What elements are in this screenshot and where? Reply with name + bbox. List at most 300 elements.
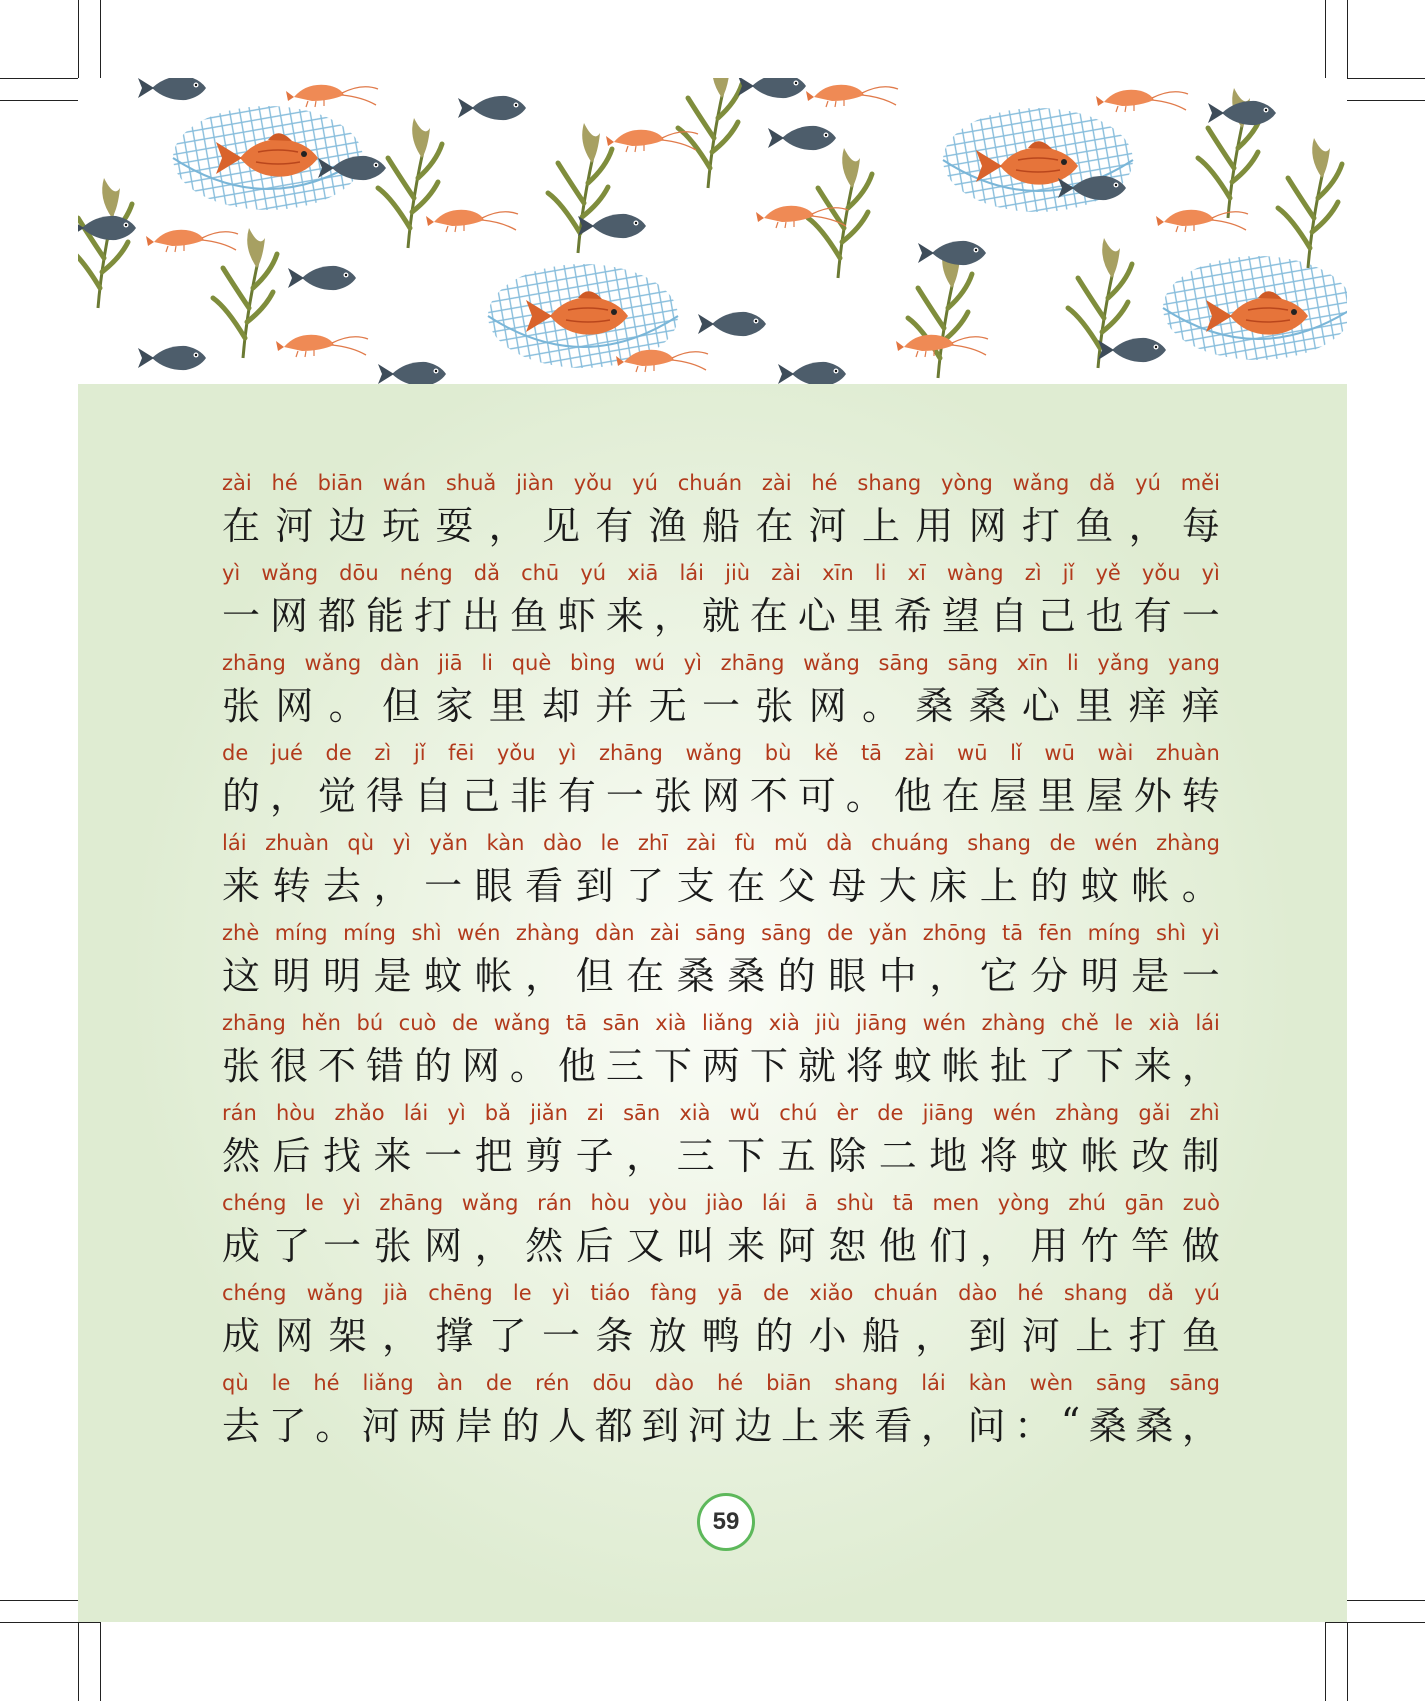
- pinyin-syllable: hěn: [301, 1011, 341, 1035]
- pinyin-syllable: lái: [679, 561, 705, 585]
- pinyin-syllable: yì: [683, 651, 702, 675]
- crop-mark: [1347, 0, 1348, 78]
- hanzi-char: 痒: [1128, 683, 1167, 728]
- pinyin-syllable: yòu: [648, 1191, 688, 1215]
- hanzi-char: ，: [381, 1313, 420, 1358]
- pinyin-syllable: jiǎn: [530, 1101, 568, 1125]
- hanzi-char: 屋: [989, 773, 1028, 818]
- hanzi-char: 望: [941, 593, 980, 638]
- pinyin-syllable: de: [485, 1371, 513, 1395]
- hanzi-char: 条: [595, 1313, 634, 1358]
- crop-mark: [1347, 1600, 1425, 1601]
- pinyin-syllable: xī: [907, 561, 926, 585]
- pinyin-syllable: yǎn: [868, 921, 908, 945]
- hanzi-char: ，: [626, 1133, 665, 1178]
- hanzi-char: 张: [653, 773, 692, 818]
- hanzi-char: 网: [275, 1313, 314, 1358]
- pinyin-syllable: dàn: [379, 651, 420, 675]
- hanzi-char: 自: [989, 593, 1028, 638]
- pinyin-syllable: li: [481, 651, 494, 675]
- hanzi-char: 五: [777, 1133, 816, 1178]
- hanzi-char: 都: [317, 593, 356, 638]
- pinyin-row: [222, 1275, 1220, 1305]
- pinyin-syllable: zhuàn: [265, 831, 329, 855]
- pinyin-syllable: wǎng: [261, 561, 319, 585]
- pinyin-syllable: yì: [1201, 921, 1220, 945]
- hanzi-char: 心: [797, 593, 836, 638]
- pinyin-syllable: měi: [1180, 471, 1220, 495]
- pinyin-syllable: fàng: [650, 1281, 698, 1305]
- pinyin-syllable: fēi: [448, 741, 475, 765]
- hanzi-char: 帐: [1080, 1133, 1119, 1178]
- hanzi-char: 一: [424, 1133, 463, 1178]
- hanzi-char: 里: [488, 683, 527, 728]
- hanzi-char: 的: [777, 953, 816, 998]
- pinyin-syllable: xiǎo: [809, 1281, 854, 1305]
- pinyin-row: [222, 645, 1220, 675]
- pinyin-syllable: yì: [1201, 561, 1220, 585]
- hanzi-char: 竹: [1080, 1223, 1119, 1268]
- hanzi-row: [222, 947, 1220, 997]
- pinyin-syllable: yǒu: [1141, 561, 1181, 585]
- pinyin-syllable: yì: [222, 561, 241, 585]
- pinyin-syllable: zài: [904, 741, 935, 765]
- hanzi-char: 又: [626, 1223, 665, 1268]
- pinyin-syllable: yú: [632, 471, 658, 495]
- hanzi-char: 两: [701, 1043, 740, 1088]
- pinyin-syllable: hé: [1017, 1281, 1044, 1305]
- pinyin-syllable: rán: [537, 1191, 572, 1215]
- pinyin-syllable: jiàn: [516, 471, 554, 495]
- hanzi-char: 三: [676, 1133, 715, 1178]
- hanzi-char: 就: [701, 593, 740, 638]
- pinyin-syllable: jiù: [815, 1011, 841, 1035]
- pinyin-syllable: yì: [392, 831, 411, 855]
- pinyin-syllable: dào: [654, 1371, 694, 1395]
- pinyin-syllable: qù: [347, 831, 375, 855]
- pinyin-syllable: zài: [771, 561, 801, 585]
- hanzi-char: 两: [408, 1403, 447, 1448]
- hanzi-char: 了: [626, 863, 665, 908]
- hanzi-char: 他: [893, 773, 932, 818]
- hanzi-char: 不: [749, 773, 788, 818]
- pinyin-syllable: yì: [558, 741, 577, 765]
- pinyin-row: [222, 735, 1220, 765]
- pinyin-syllable: biān: [317, 471, 363, 495]
- pinyin-syllable: jiù: [725, 561, 751, 585]
- pinyin-syllable: dǎ: [1089, 471, 1116, 495]
- hanzi-char: 的: [501, 1403, 540, 1448]
- pinyin-syllable: sān: [602, 1011, 640, 1035]
- decorative-banner: [78, 78, 1347, 384]
- hanzi-char: 一: [424, 863, 463, 908]
- hanzi-char: 然: [525, 1223, 564, 1268]
- hanzi-char: 耍: [435, 503, 474, 548]
- hanzi-char: 网: [701, 773, 740, 818]
- hanzi-char: 有: [595, 503, 634, 548]
- hanzi-row: [222, 1037, 1220, 1087]
- hanzi-char: 网: [269, 593, 308, 638]
- pinyin-row: [222, 1365, 1220, 1395]
- pinyin-syllable: de: [325, 741, 352, 765]
- hanzi-char: 张: [373, 1223, 412, 1268]
- pinyin-syllable: liǎng: [362, 1371, 414, 1395]
- hanzi-char: 一: [323, 1223, 362, 1268]
- hanzi-char: 阿: [777, 1223, 816, 1268]
- pinyin-syllable: xīn: [1016, 651, 1049, 675]
- hanzi-char: ，: [488, 503, 527, 548]
- pinyin-syllable: jué: [270, 741, 303, 765]
- hanzi-char: ，: [525, 953, 564, 998]
- hanzi-char: 里: [845, 593, 884, 638]
- hanzi-row: [222, 497, 1220, 547]
- pinyin-syllable: biān: [766, 1371, 812, 1395]
- hanzi-char: 在: [941, 773, 980, 818]
- pinyin-syllable: zhè: [222, 921, 260, 945]
- hanzi-char: 蚊: [424, 953, 463, 998]
- pinyin-syllable: wǎng: [493, 1011, 551, 1035]
- pinyin-syllable: yú: [1135, 471, 1161, 495]
- pinyin-syllable: wén: [992, 1101, 1037, 1125]
- hanzi-char: 河: [687, 1403, 726, 1448]
- pinyin-syllable: zhāng: [599, 741, 663, 765]
- hanzi-char: 除: [828, 1133, 867, 1178]
- pinyin-syllable: zhì: [1189, 1101, 1220, 1125]
- hanzi-char: 有: [557, 773, 596, 818]
- hanzi-char: 去: [222, 1403, 261, 1448]
- hanzi-char: 下: [653, 1043, 692, 1088]
- hanzi-char: 帐: [1131, 863, 1170, 908]
- hanzi-char: 己: [1037, 593, 1076, 638]
- pinyin-syllable: yòng: [940, 471, 993, 495]
- hanzi-char: 痒: [1181, 683, 1220, 728]
- hanzi-char: ，: [1128, 503, 1167, 548]
- hanzi-char: 了: [488, 1313, 527, 1358]
- pinyin-syllable: zhī: [637, 831, 668, 855]
- crop-mark: [0, 100, 78, 101]
- pinyin-syllable: shì: [411, 921, 442, 945]
- hanzi-char: 一: [541, 1313, 580, 1358]
- hanzi-char: 中: [878, 953, 917, 998]
- crop-mark: [1347, 100, 1425, 101]
- pinyin-syllable: zhāng: [222, 1011, 286, 1035]
- pinyin-row: [222, 1095, 1220, 1125]
- pinyin-syllable: sāng: [1096, 1371, 1147, 1395]
- pinyin-syllable: míng: [1087, 921, 1141, 945]
- hanzi-char: 网: [461, 1043, 500, 1088]
- pinyin-syllable: lái: [761, 1191, 787, 1215]
- pinyin-syllable: zhāng: [379, 1191, 444, 1215]
- hanzi-char: 己: [461, 773, 500, 818]
- pinyin-syllable: chě: [1061, 1011, 1099, 1035]
- pinyin-syllable: chuáng: [870, 831, 949, 855]
- hanzi-char: 有: [1133, 593, 1172, 638]
- hanzi-char: 可: [797, 773, 836, 818]
- hanzi-char: 河: [275, 503, 314, 548]
- hanzi-char: 母: [828, 863, 867, 908]
- hanzi-char: 帐: [941, 1043, 980, 1088]
- pinyin-syllable: wǎng: [306, 1281, 364, 1305]
- hanzi-char: 小: [808, 1313, 847, 1358]
- pinyin-syllable: lái: [1195, 1011, 1220, 1035]
- pinyin-syllable: fēn: [1038, 921, 1073, 945]
- hanzi-char: 转: [272, 863, 311, 908]
- hanzi-char: 都: [594, 1403, 633, 1448]
- pinyin-syllable: èr: [836, 1101, 859, 1125]
- pinyin-syllable: men: [932, 1191, 980, 1215]
- pinyin-syllable: wàng: [946, 561, 1004, 585]
- hanzi-char: 在: [626, 953, 665, 998]
- hanzi-char: 边: [734, 1403, 773, 1448]
- hanzi-char: 他: [878, 1223, 917, 1268]
- pinyin-syllable: zài: [650, 921, 680, 945]
- hanzi-char: 眼: [474, 863, 513, 908]
- pinyin-syllable: jǐ: [413, 741, 426, 765]
- pinyin-syllable: zì: [374, 741, 392, 765]
- hanzi-char: 在: [755, 503, 794, 548]
- pinyin-syllable: jià: [383, 1281, 409, 1305]
- hanzi-char: 心: [1021, 683, 1060, 728]
- hanzi-char: 的: [755, 1313, 794, 1358]
- hanzi-char: 但: [575, 953, 614, 998]
- hanzi-row: [222, 1307, 1220, 1357]
- hanzi-char: 支: [676, 863, 715, 908]
- hanzi-char: ：: [1014, 1403, 1053, 1448]
- hanzi-char: 。: [328, 683, 367, 728]
- pinyin-syllable: sāng: [1169, 1371, 1220, 1395]
- hanzi-row: [222, 857, 1220, 907]
- pinyin-syllable: sāng: [878, 651, 929, 675]
- pinyin-syllable: rán: [222, 1101, 257, 1125]
- pinyin-syllable: àn: [436, 1371, 463, 1395]
- hanzi-char: 叫: [676, 1223, 715, 1268]
- pinyin-syllable: mǔ: [773, 831, 808, 855]
- pinyin-syllable: xià: [1148, 1011, 1180, 1035]
- pinyin-syllable: chū: [521, 561, 560, 585]
- pinyin-syllable: kàn: [968, 1371, 1007, 1395]
- hanzi-char: 河: [808, 503, 847, 548]
- hanzi-char: 非: [509, 773, 548, 818]
- hanzi-char: 架: [328, 1313, 367, 1358]
- hanzi-char: 一: [1181, 953, 1220, 998]
- hanzi-char: 来: [1133, 1043, 1172, 1088]
- hanzi-char: 张: [222, 683, 261, 728]
- pinyin-syllable: bù: [764, 741, 792, 765]
- hanzi-char: 屋: [1085, 773, 1124, 818]
- pinyin-syllable: de: [222, 741, 249, 765]
- hanzi-char: 扯: [989, 1043, 1028, 1088]
- hanzi-row: [222, 1127, 1220, 1177]
- hanzi-char: 上: [781, 1403, 820, 1448]
- hanzi-char: 渔: [648, 503, 687, 548]
- pinyin-syllable: hé: [313, 1371, 340, 1395]
- hanzi-char: 张: [222, 1043, 261, 1088]
- crop-mark: [78, 0, 79, 78]
- pinyin-syllable: wǎng: [803, 651, 860, 675]
- hanzi-char: 鱼: [509, 593, 548, 638]
- pinyin-syllable: jiào: [705, 1191, 744, 1215]
- hanzi-char: 去: [323, 863, 362, 908]
- hanzi-char: 大: [878, 863, 917, 908]
- pinyin-syllable: chuán: [677, 471, 743, 495]
- pinyin-syllable: le: [512, 1281, 532, 1305]
- pinyin-syllable: zhàng: [981, 1011, 1046, 1035]
- pinyin-syllable: hé: [271, 471, 298, 495]
- hanzi-char: 父: [777, 863, 816, 908]
- pinyin-syllable: zài: [222, 471, 252, 495]
- hanzi-char: 错: [365, 1043, 404, 1088]
- hanzi-char: 网: [424, 1223, 463, 1268]
- pinyin-syllable: dào: [958, 1281, 998, 1305]
- pinyin-syllable: de: [762, 1281, 790, 1305]
- pinyin-syllable: sān: [623, 1101, 661, 1125]
- hanzi-char: 恕: [828, 1223, 867, 1268]
- hanzi-char: 三: [605, 1043, 644, 1088]
- hanzi-char: ，: [474, 1223, 513, 1268]
- hanzi-char: 鸭: [701, 1313, 740, 1358]
- hanzi-char: ，: [1181, 1043, 1220, 1088]
- hanzi-row: [222, 587, 1220, 637]
- hanzi-char: 明: [272, 953, 311, 998]
- hanzi-char: 无: [648, 683, 687, 728]
- pinyin-syllable: wú: [634, 651, 665, 675]
- pinyin-syllable: dōu: [592, 1371, 632, 1395]
- hanzi-char: 来: [727, 1223, 766, 1268]
- hanzi-char: 鱼: [1181, 1313, 1220, 1358]
- pinyin-syllable: lái: [921, 1371, 946, 1395]
- hanzi-char: 然: [222, 1133, 261, 1178]
- hanzi-char: 出: [461, 593, 500, 638]
- hanzi-char: ，: [979, 1223, 1018, 1268]
- pinyin-syllable: dǎ: [473, 561, 500, 585]
- hanzi-char: 桑: [968, 683, 1007, 728]
- hanzi-char: 却: [541, 683, 580, 728]
- pinyin-row: [222, 1185, 1220, 1215]
- pinyin-syllable: rén: [535, 1371, 570, 1395]
- pinyin-syllable: wén: [1094, 831, 1138, 855]
- pinyin-syllable: de: [827, 921, 854, 945]
- pinyin-syllable: hé: [716, 1371, 744, 1395]
- pinyin-syllable: yì: [447, 1101, 466, 1125]
- hanzi-char: 这: [222, 953, 261, 998]
- pinyin-syllable: yì: [551, 1281, 571, 1305]
- hanzi-char: 张: [755, 683, 794, 728]
- hanzi-char: 下: [1085, 1043, 1124, 1088]
- hanzi-char: 在: [727, 863, 766, 908]
- pinyin-syllable: míng: [343, 921, 397, 945]
- pinyin-syllable: tā: [892, 1191, 914, 1215]
- hanzi-char: 桑: [915, 683, 954, 728]
- hanzi-char: 将: [979, 1133, 1018, 1178]
- hanzi-char: 船: [861, 1313, 900, 1358]
- pinyin-syllable: xiā: [627, 561, 659, 585]
- hanzi-char: 在: [222, 503, 261, 548]
- hanzi-char: 来: [222, 863, 261, 908]
- pinyin-syllable: cuò: [398, 1011, 437, 1035]
- hanzi-char: 并: [595, 683, 634, 728]
- hanzi-char: 上: [979, 863, 1018, 908]
- pinyin-syllable: shù: [836, 1191, 875, 1215]
- pinyin-syllable: yǒu: [573, 471, 613, 495]
- hanzi-char: 来: [373, 1133, 412, 1178]
- pinyin-syllable: chéng: [222, 1281, 287, 1305]
- hanzi-char: 上: [861, 503, 900, 548]
- pinyin-syllable: gān: [1124, 1191, 1165, 1215]
- hanzi-char: 船: [701, 503, 740, 548]
- hanzi-char: 蚊: [1080, 863, 1119, 908]
- hanzi-char: 地: [929, 1133, 968, 1178]
- hanzi-char: 后: [272, 1133, 311, 1178]
- pinyin-syllable: wǔ: [729, 1101, 761, 1125]
- pinyin-row: [222, 465, 1220, 495]
- hanzi-char: 的: [222, 773, 261, 818]
- hanzi-row: [222, 677, 1220, 727]
- hanzi-char: 问: [967, 1403, 1006, 1448]
- pinyin-syllable: zài: [686, 831, 717, 855]
- hanzi-char: 鱼: [1075, 503, 1114, 548]
- pinyin-syllable: shang: [857, 471, 922, 495]
- hanzi-char: 玩: [381, 503, 420, 548]
- pinyin-syllable: dà: [826, 831, 853, 855]
- pinyin-syllable: jiā: [438, 651, 463, 675]
- pinyin-syllable: hé: [811, 471, 838, 495]
- hanzi-char: 。: [315, 1403, 354, 1448]
- hanzi-char: 是: [373, 953, 412, 998]
- pinyin-syllable: zhàng: [515, 921, 580, 945]
- pinyin-syllable: zì: [1024, 561, 1042, 585]
- pinyin-syllable: ā: [805, 1191, 818, 1215]
- hanzi-char: 子: [575, 1133, 614, 1178]
- hanzi-char: 一: [222, 593, 261, 638]
- hanzi-char: 转: [1181, 773, 1220, 818]
- pinyin-syllable: chuán: [873, 1281, 938, 1305]
- hanzi-char: 放: [648, 1313, 687, 1358]
- hanzi-char: 来: [605, 593, 644, 638]
- hanzi-char: 见: [541, 503, 580, 548]
- pinyin-syllable: yú: [1194, 1281, 1220, 1305]
- hanzi-char: 蚊: [893, 1043, 932, 1088]
- hanzi-char: 下: [727, 1133, 766, 1178]
- pinyin-syllable: yòng: [997, 1191, 1050, 1215]
- hanzi-char: 也: [1085, 593, 1124, 638]
- hanzi-char: 剪: [525, 1133, 564, 1178]
- hanzi-char: 做: [1181, 1223, 1220, 1268]
- hanzi-char: 在: [749, 593, 788, 638]
- hanzi-char: 的: [413, 1043, 452, 1088]
- hanzi-char: 蚊: [1030, 1133, 1069, 1178]
- pinyin-syllable: tiáo: [590, 1281, 631, 1305]
- hanzi-char: 后: [575, 1223, 614, 1268]
- pinyin-syllable: bìng: [569, 651, 616, 675]
- hanzi-char: 明: [323, 953, 362, 998]
- hanzi-char: 。: [1181, 863, 1220, 908]
- pinyin-syllable: fù: [734, 831, 756, 855]
- hanzi-char: 们: [929, 1223, 968, 1268]
- hanzi-char: 能: [365, 593, 404, 638]
- pinyin-syllable: chēng: [428, 1281, 493, 1305]
- pinyin-syllable: chú: [779, 1101, 818, 1125]
- pinyin-syllable: què: [511, 651, 552, 675]
- hanzi-char: 打: [1128, 1313, 1167, 1358]
- pinyin-syllable: tā: [1002, 921, 1024, 945]
- pinyin-row: [222, 555, 1220, 585]
- hanzi-char: 但: [381, 683, 420, 728]
- hanzi-char: ，: [915, 1313, 954, 1358]
- pinyin-syllable: dàn: [595, 921, 635, 945]
- hanzi-char: 到: [641, 1403, 680, 1448]
- pinyin-syllable: gǎi: [1138, 1101, 1171, 1125]
- pinyin-syllable: le: [271, 1371, 291, 1395]
